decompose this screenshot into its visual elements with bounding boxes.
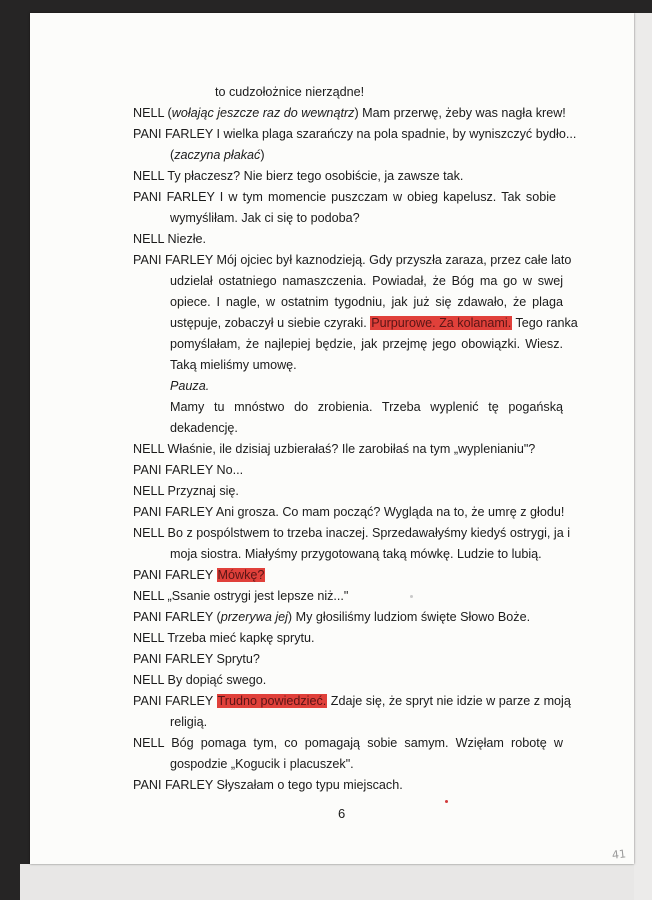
scanner-backing-bottom [20,864,652,900]
script-line [170,544,652,565]
dialogue-text: to cudzołożnice nierządne! [215,85,365,99]
dialogue-text: pomyślałam, że najlepiej będzie, jak przejmę jego obowiązki. Wiesz. [170,337,563,351]
speaker-name: PANI FARLEY [133,778,214,792]
dialogue-text: dekadencję. [170,421,238,435]
dialogue-text: wymyśliłam. Jak ci się to podoba? [170,211,360,225]
pencil-annotation: 41 [611,847,627,862]
highlighted-text: Purpurowe. Za kolanami. [371,316,512,330]
dialogue-text: No... [216,463,244,477]
script-line [170,334,563,355]
dialogue-text: Ty płaczesz? Nie bierz tego osobiście, ja zawsze tak. [167,169,464,183]
script-line: NELL (wołając jeszcze raz do wewnątrz) Mam przerwę, żeby was nagła krew! [133,106,566,120]
script-line [133,628,652,649]
script-line [133,460,652,481]
dialogue-text: Niezłe. [167,232,207,246]
dialogue-text: Przyznaj się. [167,484,239,498]
script-page [30,13,634,864]
script-line [133,166,652,187]
script-line [170,397,563,418]
script-line [215,82,652,103]
script-line [170,754,652,775]
script-line: PANI FARLEY (przerywa jej) My głosiliśmy ludziom święte Słowo Boże. [133,610,531,624]
stage-direction: przerywa jej [220,610,288,624]
speaker-name: PANI FARLEY [133,694,214,708]
dialogue-text: Mamy tu mnóstwo do zrobienia. Trzeba wyplenić tę pogańską [170,400,563,414]
highlighted-text: Mówkę? [217,568,265,582]
script-line [170,355,652,376]
script-line [170,418,652,439]
speaker-name: NELL [133,232,165,246]
dialogue-text: Ani grosza. Co mam począć? Wygląda na to, że umrę z głodu! [215,505,565,519]
script-line [133,502,652,523]
script-line [133,250,652,271]
script-line [133,586,652,607]
speaker-name: PANI FARLEY [133,253,214,267]
dialogue-text: I w tym momencie puszczam w obieg kapelusz. Tak sobie [219,190,557,204]
dialogue-text: I wielka plaga szarańczy na pola spadnie, by wyniszczyć bydło... [216,127,577,141]
script-line [133,124,652,145]
dialogue-text: „Ssanie ostrygi jest lepsze niż..." [167,589,349,603]
dust-speck [410,595,413,598]
script-line [133,481,652,502]
dialogue-text: Zdaje się, że spryt nie idzie w parze z moją [330,694,571,708]
speaker-name: NELL [133,169,165,183]
script-line [133,649,652,670]
script-line [170,313,652,334]
dialogue-text: Bo z pospólstwem to trzeba inaczej. Sprzedawałyśmy kiedyś ostrygi, ja i [167,526,571,540]
dialogue-text: Taką mieliśmy umowę. [170,358,297,372]
red-speck [445,800,448,803]
script-line [133,187,556,208]
dialogue-text: moja siostra. Miałyśmy przygotowaną taką mówkę. Ludzie to lubią. [170,547,542,561]
page-number: 6 [338,806,346,821]
stage-direction: zaczyna płakać [174,148,261,162]
script-line: (zaczyna płakać) [170,148,265,162]
script-line [133,733,563,754]
dialogue-text: My głosiliśmy ludziom święte Słowo Boże. [295,610,531,624]
speaker-name: PANI FARLEY [133,190,215,204]
speaker-name: PANI FARLEY [133,568,214,582]
dialogue-text: opiece. I nagle, w ostatnim tygodniu, jak już się zdawało, że plaga [170,295,563,309]
speaker-name: NELL [133,526,165,540]
speaker-name: PANI FARLEY [133,463,214,477]
dialogue-text: Właśnie, ile dzisiaj uzbierałaś? Ile zarobiłaś na tym „wyplenianiu"? [167,442,536,456]
script-line [133,670,652,691]
dialogue-text: Bóg pomaga tym, co pomagają sobie samym. Wzięłam robotę w [171,736,564,750]
stage-direction: Pauza. [170,379,210,393]
dialogue-text: ustępuje, zobaczył u siebie czyraki. [170,316,367,330]
script-line [133,691,652,712]
dialogue-text: gospodzie „Kogucik i placuszek". [170,757,354,771]
script-line [170,376,652,397]
speaker-name: PANI FARLEY [133,652,214,666]
highlighted-text: Trudno powiedzieć. [217,694,327,708]
speaker-name: NELL [133,106,165,120]
dialogue-text: By dopiąć swego. [167,673,267,687]
script-line [170,712,652,733]
speaker-name: PANI FARLEY [133,505,214,519]
dialogue-text: udzielał ostatniego namaszczenia. Powiadał, że Bóg ma go w swej [170,274,563,288]
dialogue-text: Sprytu? [216,652,260,666]
speaker-name: NELL [133,442,165,456]
speaker-name: PANI FARLEY [133,610,214,624]
speaker-name: NELL [133,673,165,687]
speaker-name: PANI FARLEY [133,127,214,141]
script-line [170,292,563,313]
dialogue-text: Mam przerwę, żeby was nagła krew! [362,106,566,120]
script-line [133,775,652,796]
script-line [133,523,571,544]
script-line [133,229,652,250]
script-line [170,271,563,292]
dialogue-text: Mój ojciec był kaznodzieją. Gdy przyszła zaraza, przez całe lato [216,253,572,267]
script-line [133,565,652,586]
stage-direction: wołając jeszcze raz do wewnątrz [171,106,355,120]
speaker-name: NELL [133,736,165,750]
dialogue-text: Trzeba mieć kapkę sprytu. [167,631,315,645]
dialogue-text: Tego ranka [515,316,578,330]
script-line [170,208,652,229]
speaker-name: NELL [133,484,165,498]
dialogue-text: Słyszałam o tego typu miejscach. [216,778,403,792]
script-line [133,439,652,460]
speaker-name: NELL [133,631,165,645]
dialogue-text: religią. [170,715,208,729]
speaker-name: NELL [133,589,165,603]
